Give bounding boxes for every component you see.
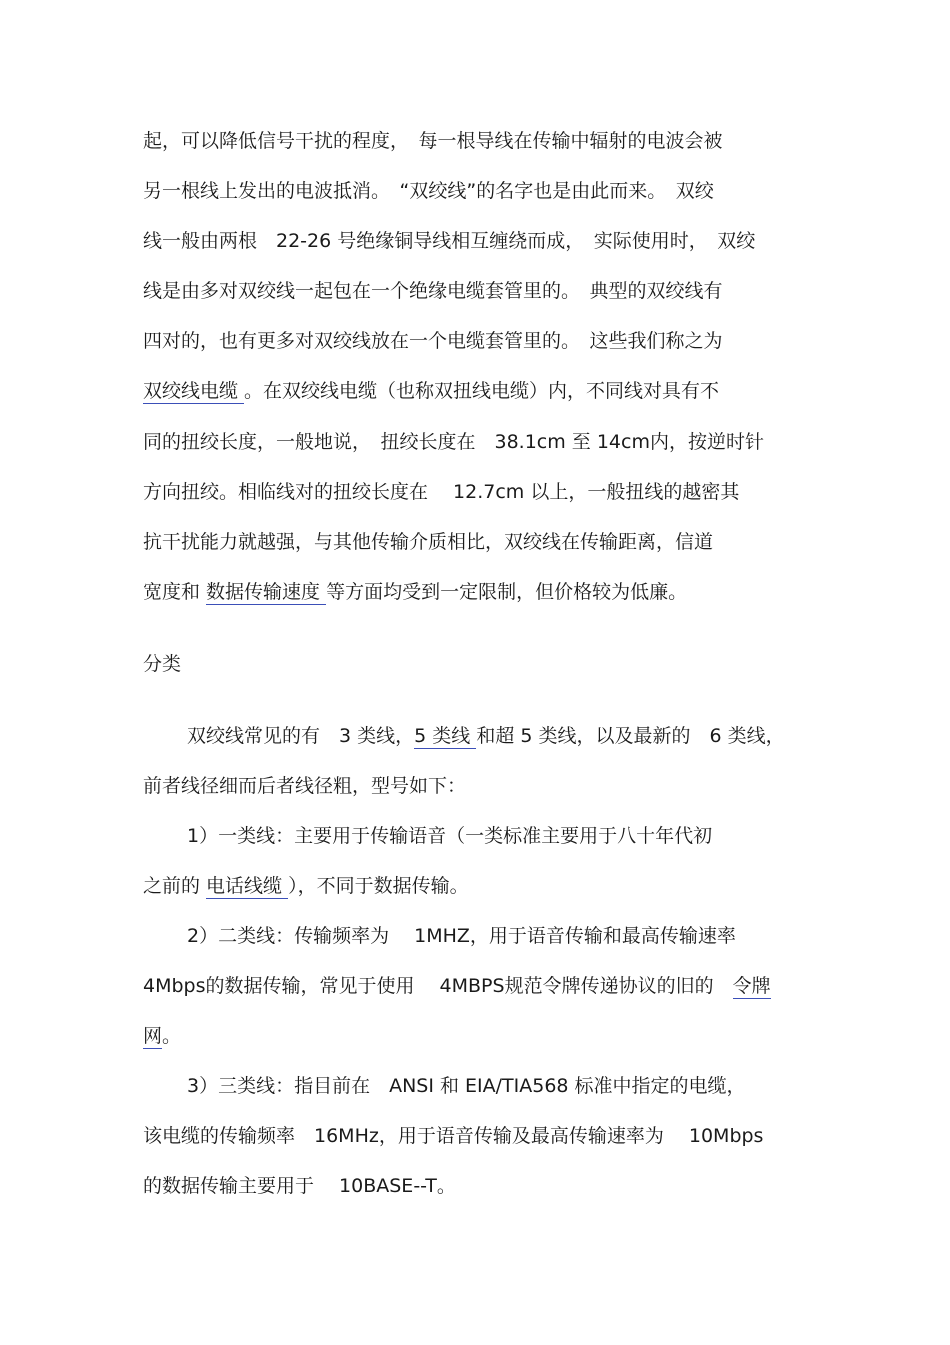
intro-rest: 和超 5 类线，以及最新的 6 类线， [476,725,785,747]
paragraph-line-5: 四对的，也有更多对双绞线放在一个电缆套管里的。 这些我们称之为 [143,330,723,352]
paragraph-line-10-pre: 宽度和 [143,581,207,603]
item2-line-3 [143,1023,181,1049]
item3-line-1: 3）三类线：指目前在 ANSI 和 EIA/TIA568 标准中指定的电缆， [187,1075,746,1097]
token-ring-link-part2[interactable]: 网 [143,1025,163,1047]
twisted-pair-cable-link[interactable]: 双绞线电缆 [143,380,245,402]
item1-line-1: 1）一类线：主要用于传输语音（一类标准主要用于八十年代初 [187,825,713,847]
section-heading: 分类 [143,653,182,675]
paragraph-line-3: 线一般由两根 22-26 号绝缘铜导线相互缠绕而成， 实际使用时， 双绞 [143,230,756,252]
intro-line-2: 前者线径细而后者线径粗，型号如下： [143,775,467,797]
item3-line-2: 该电缆的传输频率 16MHz，用于语音传输及最高传输速率为 10Mbps [143,1125,764,1147]
paragraph-line-9: 抗干扰能力就越强，与其他传输介质相比，双绞线在传输距离，信道 [143,531,714,553]
paragraph-line-10-text: 等方面均受到一定限制，但价格较为低廉。 [326,581,688,603]
item2-rest: 。 [162,1025,182,1047]
paragraph-line-10 [143,579,687,605]
item3-line-3: 的数据传输主要用于 10BASE--T。 [143,1175,456,1197]
item2-pre: 4Mbps的数据传输，常见于使用 4MBPS规范令牌传递协议的旧的 [143,975,733,997]
data-transfer-speed-link[interactable]: 数据传输速度 [206,581,327,603]
paragraph-line-7: 同的扭绞长度，一般地说， 扭绞长度在 38.1cm 至 14cm内，按逆时针 [143,431,764,453]
paragraph-line-1: 起，可以降低信号干扰的程度， 每一根导线在传输中辐射的电波会被 [143,130,723,152]
intro-pre: 双绞线常见的有 3 类线， [187,725,415,747]
item1-pre: 之前的 [143,875,207,897]
paragraph-line-6-text: 。在双绞线电缆（也称双扭线电缆）内，不同线对具有不 [244,380,720,402]
item1-rest: ），不同于数据传输。 [288,875,469,897]
cat5-link[interactable]: 5 类线 [414,725,477,747]
item1-line-2 [143,873,469,899]
paragraph-line-8: 方向扭绞。相临线对的扭绞长度在 12.7cm 以上，一般扭线的越密其 [143,481,740,503]
item2-line-2 [143,973,771,999]
token-ring-link-part1[interactable]: 令牌 [732,975,771,997]
item2-line-1: 2）二类线：传输频率为 1MHZ，用于语音传输和最高传输速率 [187,925,736,947]
intro-line-1 [187,723,785,749]
paragraph-line-4: 线是由多对双绞线一起包在一个绝缘电缆套管里的。 典型的双绞线有 [143,280,723,302]
paragraph-line-2: 另一根线上发出的电波抵消。 “双绞线”的名字也是由此而来。 双绞 [143,180,714,202]
paragraph-line-6 [143,378,719,404]
telephone-cable-link[interactable]: 电话线缆 [206,875,289,897]
